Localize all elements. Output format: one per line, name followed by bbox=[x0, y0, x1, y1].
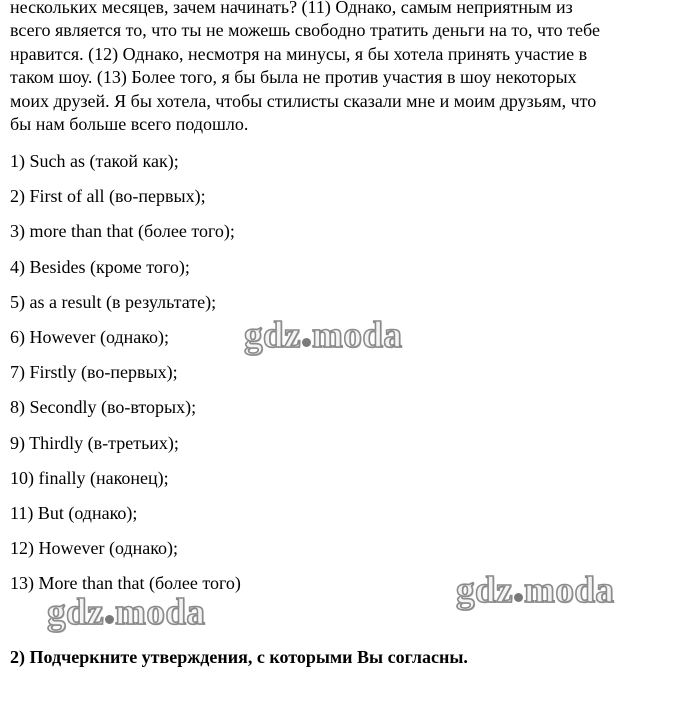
list-item: 13) More than that (более того) bbox=[10, 573, 241, 594]
watermark-text: gdz bbox=[244, 315, 301, 356]
list-item: 2) First of all (во-первых); bbox=[10, 186, 206, 207]
watermark-text: moda bbox=[115, 592, 206, 633]
watermark-text: gdz bbox=[456, 570, 513, 611]
list-item: 9) Thirdly (в-третьих); bbox=[10, 432, 179, 453]
watermark-logo bbox=[47, 594, 205, 631]
paragraph-line: таком шоу. (13) Более того, я бы была не против участия в шоу некоторых bbox=[10, 67, 577, 88]
list-item: 3) more than that (более того); bbox=[10, 221, 235, 242]
watermark-text: moda bbox=[312, 315, 403, 356]
list-item: 10) finally (наконец); bbox=[10, 467, 169, 488]
watermark-logo bbox=[244, 317, 402, 354]
list-item: 12) However (однако); bbox=[10, 538, 179, 559]
paragraph-line: всего является то, что ты не можешь свободно тратить деньги на то, что тебе bbox=[10, 20, 600, 41]
list-item: 8) Secondly (во-вторых); bbox=[10, 397, 197, 418]
paragraph-text bbox=[10, 0, 678, 136]
task-heading: 2) Подчеркните утверждения, с которыми Вы согласны. bbox=[10, 647, 468, 667]
list-item: 11) But (однако); bbox=[10, 502, 138, 523]
paragraph-line: моих друзей. Я бы хотела, чтобы стилисты сказали мне и моим друзьям, что bbox=[10, 90, 597, 111]
watermark-text: moda bbox=[524, 570, 615, 611]
paragraph-line: нравится. (12) Однако, несмотря на минусы, я бы хотела принять участие в bbox=[10, 43, 588, 64]
watermark-dot bbox=[302, 338, 311, 347]
paragraph-line: бы нам больше всего подошло. bbox=[10, 114, 249, 135]
list-item: 6) However (однако); bbox=[10, 326, 170, 347]
watermark-logo bbox=[456, 572, 614, 609]
linking-words-list bbox=[10, 149, 241, 606]
paragraph-line: нескольких месяцев, зачем начинать? (11) Однако, самым неприятным из bbox=[10, 0, 573, 17]
list-item: 1) Such as (такой как); bbox=[10, 151, 179, 171]
watermark-dot bbox=[514, 593, 523, 602]
list-item: 7) Firstly (во-первых); bbox=[10, 362, 178, 383]
list-item: 5) as a result (в результате); bbox=[10, 291, 217, 312]
list-item: 4) Besides (кроме того); bbox=[10, 256, 190, 277]
watermark-text: gdz bbox=[47, 592, 104, 633]
watermark-dot bbox=[105, 615, 114, 624]
